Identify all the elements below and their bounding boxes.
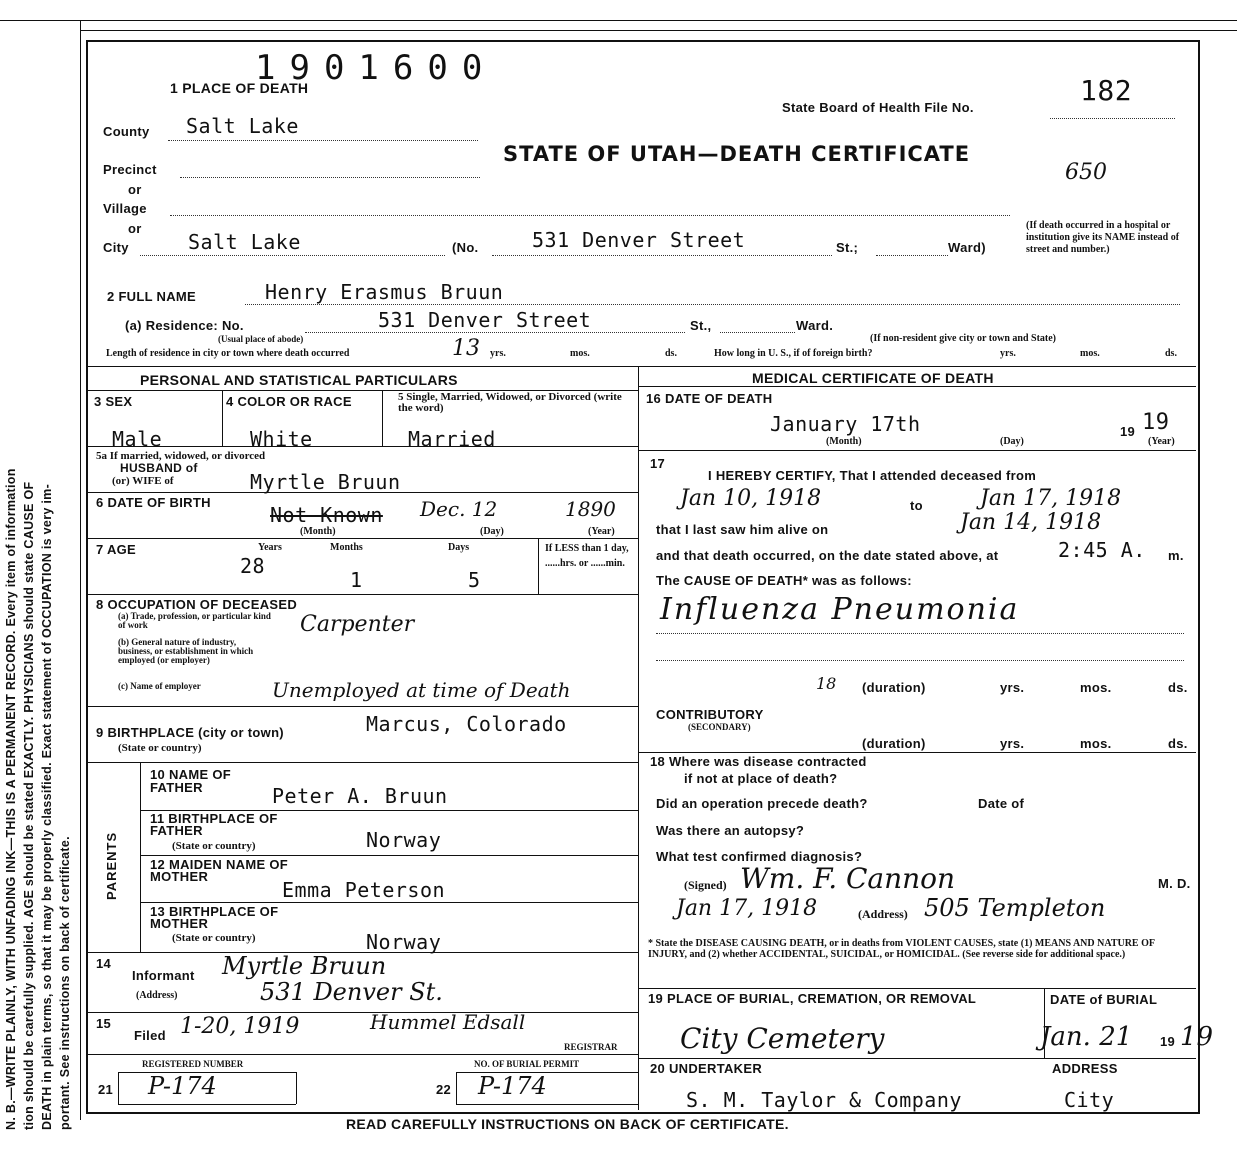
filed-date-value: 1-20, 1919 bbox=[180, 1014, 300, 1039]
us-yrs-label: yrs. bbox=[1000, 348, 1016, 359]
death-time-value: 2:45 A. bbox=[1058, 538, 1146, 562]
residence-value: 531 Denver Street bbox=[378, 308, 592, 332]
age-years-label: Years bbox=[258, 542, 282, 553]
mother-birthplace-value: Norway bbox=[366, 930, 442, 954]
employer-value: Unemployed at time of Death bbox=[272, 678, 571, 702]
mother-birthplace-label: 13 BIRTHPLACE OF MOTHER bbox=[150, 904, 279, 931]
cause-footnote: * State the DISEASE CAUSING DEATH, or in deaths from VIOLENT CAUSES, state (1) MEANS AND NATURE OF INJURY, and (2) whether ACCIDENTAL, SUICIDAL, or HOMICIDAL. (See reverse side for additional space.) bbox=[648, 938, 1155, 960]
or-label: or bbox=[128, 182, 142, 197]
informant-address-value: 531 Denver St. bbox=[260, 978, 443, 1006]
burial-permit-number: 22 bbox=[436, 1082, 452, 1097]
father-birthplace-value: Norway bbox=[366, 828, 442, 852]
duration-value: 18 bbox=[816, 674, 837, 693]
city-value: Salt Lake bbox=[188, 230, 301, 254]
informant-value: Myrtle Bruun bbox=[222, 952, 387, 980]
dob-month-day-value: Dec. 12 bbox=[420, 497, 498, 521]
length-ds-label: ds. bbox=[665, 348, 677, 359]
personal-section-header: PERSONAL AND STATISTICAL PARTICULARS bbox=[140, 372, 458, 388]
or-label: or bbox=[128, 221, 142, 236]
last-saw-date: Jan 14, 1918 bbox=[960, 510, 1102, 535]
burial-year-value: 19 bbox=[1180, 1022, 1214, 1052]
cause-value: Influenza Pneumonia bbox=[660, 592, 1020, 627]
contributory-yrs: yrs. bbox=[1000, 736, 1025, 751]
burial-permit-label: NO. OF BURIAL PERMIT bbox=[474, 1059, 580, 1069]
full-name-label: 2 FULL NAME bbox=[107, 289, 197, 304]
street-no-label: (No. bbox=[452, 240, 479, 255]
dob-month-label: (Month) bbox=[300, 526, 336, 537]
hospital-note: (If death occurred in a hospital or institution give its NAME instead of street and number.) bbox=[1026, 220, 1180, 255]
undertaker-address-label: ADDRESS bbox=[1052, 1061, 1118, 1076]
us-ds-label: ds. bbox=[1165, 348, 1177, 359]
spouse-value: Myrtle Bruun bbox=[250, 470, 401, 494]
full-name-value: Henry Erasmus Bruun bbox=[265, 280, 504, 304]
age-days-label: Days bbox=[448, 542, 470, 553]
age-years-value: 28 bbox=[240, 554, 266, 578]
age-less-label: If LESS than 1 day, ......hrs. or ......min. bbox=[545, 543, 629, 569]
contributory-label: CONTRIBUTORY bbox=[656, 707, 764, 722]
st-label: St.; bbox=[836, 240, 859, 255]
residence-ward-label: Ward. bbox=[796, 318, 834, 333]
village-label: Village bbox=[103, 201, 147, 216]
file-stamp-number: 1901600 bbox=[255, 48, 497, 88]
duration-yrs: yrs. bbox=[1000, 680, 1025, 695]
physician-address: 505 Templeton bbox=[924, 894, 1106, 922]
dod-year-prefix: 19 bbox=[1120, 424, 1136, 439]
residence-label: (a) Residence: No. bbox=[125, 318, 244, 333]
us-residence-label: How long in U. S., if of foreign birth? bbox=[714, 348, 873, 359]
residence-st-label: St., bbox=[690, 318, 712, 333]
footer-instructions: READ CAREFULLY INSTRUCTIONS ON BACK OF CERTIFICATE. bbox=[346, 1116, 789, 1132]
death-occurred-label: and that death occurred, on the date stated above, at bbox=[656, 548, 999, 563]
informant-label: Informant bbox=[132, 968, 195, 983]
us-mos-label: mos. bbox=[1080, 348, 1100, 359]
place-of-death-label: 1 PLACE OF DEATH bbox=[170, 80, 309, 96]
length-residence-label: Length of residence in city or town where death occurred bbox=[106, 348, 350, 359]
dod-year-value: 19 bbox=[1142, 410, 1170, 435]
secondary-label: (SECONDARY) bbox=[688, 722, 751, 732]
file-no: 182 bbox=[1080, 74, 1133, 107]
precinct-label: Precinct bbox=[103, 162, 157, 177]
father-birthplace-sub: (State or country) bbox=[172, 840, 256, 852]
signed-label: (Signed) bbox=[684, 878, 727, 892]
certificate-title: STATE OF UTAH—DEATH CERTIFICATE bbox=[503, 142, 971, 166]
test-label: What test confirmed diagnosis? bbox=[656, 849, 863, 864]
physician-signature: Wm. F. Cannon bbox=[740, 862, 956, 895]
mother-birthplace-sub: (State or country) bbox=[172, 932, 256, 944]
death-time-m-label: m. bbox=[1168, 548, 1184, 563]
dod-day-label: (Day) bbox=[1000, 436, 1024, 447]
registrar-signature: Hummel Edsall bbox=[370, 1010, 526, 1034]
mother-name-value: Emma Peterson bbox=[282, 878, 446, 902]
dod-month-label: (Month) bbox=[826, 436, 862, 447]
undertaker-label: 20 UNDERTAKER bbox=[650, 1061, 763, 1076]
spouse-label-2: HUSBAND of bbox=[120, 461, 198, 475]
margin-instruction-line-1: N. B.—WRITE PLAINLY, WITH UNFADING INK—THIS IS A PERMANENT RECORD. Every item of information bbox=[4, 468, 18, 1130]
dob-year-label: (Year) bbox=[588, 526, 615, 537]
sex-label: 3 SEX bbox=[94, 394, 133, 409]
file-no-label: State Board of Health File No. bbox=[782, 100, 974, 115]
dob-label: 6 DATE OF BIRTH bbox=[96, 495, 211, 510]
burial-permit-value: P-174 bbox=[478, 1072, 547, 1100]
length-years-value: 13 bbox=[452, 336, 480, 361]
duration-ds: ds. bbox=[1168, 680, 1188, 695]
street-value: 531 Denver Street bbox=[532, 228, 746, 252]
q18-sub: if not at place of death? bbox=[684, 771, 838, 786]
filed-label: Filed bbox=[134, 1028, 166, 1043]
contributory-duration-label: (duration) bbox=[862, 736, 926, 751]
nonresident-note: (If non-resident give city or town and State) bbox=[870, 333, 1057, 344]
attended-from-date: Jan 10, 1918 bbox=[680, 486, 822, 511]
marital-label: 5 Single, Married, Widowed, or Divorced (write the word) bbox=[398, 391, 622, 414]
q18-label: 18 Where was disease contracted bbox=[650, 754, 867, 769]
reg-num-number: 21 bbox=[98, 1082, 114, 1097]
occupation-value: Carpenter bbox=[300, 612, 415, 637]
father-name-label: 10 NAME OF FATHER bbox=[150, 767, 232, 795]
burial-place-value: City Cemetery bbox=[680, 1022, 885, 1055]
ward-label: Ward) bbox=[948, 240, 986, 255]
operation-date-label: Date of bbox=[978, 796, 1025, 811]
reg-num-label: REGISTERED NUMBER bbox=[142, 1059, 244, 1069]
filed-number: 15 bbox=[96, 1016, 112, 1031]
burial-place-label: 19 PLACE OF BURIAL, CREMATION, OR REMOVAL bbox=[648, 991, 977, 1006]
duration-label: (duration) bbox=[862, 680, 926, 695]
father-birthplace-label: 11 BIRTHPLACE OF FATHER bbox=[150, 811, 278, 838]
parents-label: PARENTS bbox=[104, 831, 119, 900]
county-label: County bbox=[103, 124, 150, 139]
occupation-a-label: (a) Trade, profession, or particular kind of work bbox=[118, 611, 271, 630]
age-months-label: Months bbox=[330, 542, 363, 553]
undertaker-value: S. M. Taylor & Company bbox=[686, 1088, 962, 1112]
father-name-value: Peter A. Bruun bbox=[272, 784, 448, 808]
registrar-label: REGISTRAR bbox=[564, 1042, 618, 1052]
informant-number: 14 bbox=[96, 956, 112, 971]
county-value: Salt Lake bbox=[186, 114, 299, 138]
cause-label: The CAUSE OF DEATH* was as follows: bbox=[656, 573, 912, 588]
informant-address-label: (Address) bbox=[136, 990, 178, 1001]
age-label: 7 AGE bbox=[96, 542, 137, 557]
sex-value: Male bbox=[112, 427, 163, 451]
attended-to-date: Jan 17, 1918 bbox=[980, 486, 1122, 511]
physician-sign-date: Jan 17, 1918 bbox=[676, 896, 818, 921]
occupation-b-label: (b) General nature of industry, business, or establishment in which employed (or employer) bbox=[118, 637, 254, 665]
certify-number: 17 bbox=[650, 456, 666, 471]
age-days-value: 5 bbox=[468, 568, 481, 592]
birthplace-value: Marcus, Colorado bbox=[366, 712, 567, 736]
birthplace-label: 9 BIRTHPLACE (city or town) bbox=[96, 725, 284, 740]
length-yrs-label: yrs. bbox=[490, 348, 506, 359]
dob-year-value: 1890 bbox=[565, 497, 616, 521]
color-label: 4 COLOR OR RACE bbox=[226, 394, 352, 409]
physician-address-label: (Address) bbox=[858, 907, 908, 921]
marital-value: Married bbox=[408, 427, 496, 451]
burial-date-label: DATE of BURIAL bbox=[1050, 992, 1158, 1007]
length-mos-label: mos. bbox=[570, 348, 590, 359]
contributory-mos: mos. bbox=[1080, 736, 1112, 751]
age-months-value: 1 bbox=[350, 568, 363, 592]
dod-value: January 17th bbox=[770, 412, 921, 436]
medical-section-header: MEDICAL CERTIFICATE OF DEATH bbox=[752, 370, 994, 386]
duration-mos: mos. bbox=[1080, 680, 1112, 695]
dod-label: 16 DATE OF DEATH bbox=[646, 391, 773, 406]
certify-text: I HEREBY CERTIFY, That I attended deceased from bbox=[708, 468, 1037, 483]
contributory-ds: ds. bbox=[1168, 736, 1188, 751]
margin-instruction-line-2: tion should be carefully supplied. AGE should be stated EXACTLY. PHYSICIANS should state CAUSE OF bbox=[22, 481, 36, 1130]
last-saw-label: that I last saw him alive on bbox=[656, 522, 829, 537]
burial-date-value: Jan. 21 bbox=[1040, 1022, 1133, 1052]
spouse-label-3: (or) WIFE of bbox=[112, 475, 174, 487]
mother-name-label: 12 MAIDEN NAME OF MOTHER bbox=[150, 857, 289, 884]
dob-struck-value: Not Known bbox=[270, 503, 383, 527]
registration-number: 650 bbox=[1065, 160, 1107, 185]
dod-year-label: (Year) bbox=[1148, 436, 1175, 447]
residence-sub: (Usual place of abode) bbox=[218, 334, 304, 344]
margin-instruction-line-3: DEATH in plain terms, so that it may be properly classified. Exact statement of OCCUPATION is very im- bbox=[40, 483, 54, 1130]
undertaker-address-value: City bbox=[1064, 1088, 1115, 1112]
burial-year-prefix: 19 bbox=[1160, 1034, 1176, 1049]
occupation-c-label: (c) Name of employer bbox=[118, 681, 201, 691]
spouse-label-1: 5a If married, widowed, or divorced bbox=[96, 450, 266, 462]
occupation-label: 8 OCCUPATION OF DECEASED bbox=[96, 597, 298, 612]
md-label: M. D. bbox=[1158, 876, 1191, 891]
attended-to-label: to bbox=[910, 498, 923, 513]
birthplace-sub: (State or country) bbox=[118, 742, 202, 754]
color-value: White bbox=[250, 427, 313, 451]
operation-label: Did an operation precede death? bbox=[656, 796, 868, 811]
margin-instruction-line-4: portant. See instructions on back of certificate. bbox=[58, 836, 72, 1130]
autopsy-label: Was there an autopsy? bbox=[656, 823, 805, 838]
city-label: City bbox=[103, 240, 129, 255]
reg-num-value: P-174 bbox=[148, 1072, 217, 1100]
dob-day-label: (Day) bbox=[480, 526, 504, 537]
